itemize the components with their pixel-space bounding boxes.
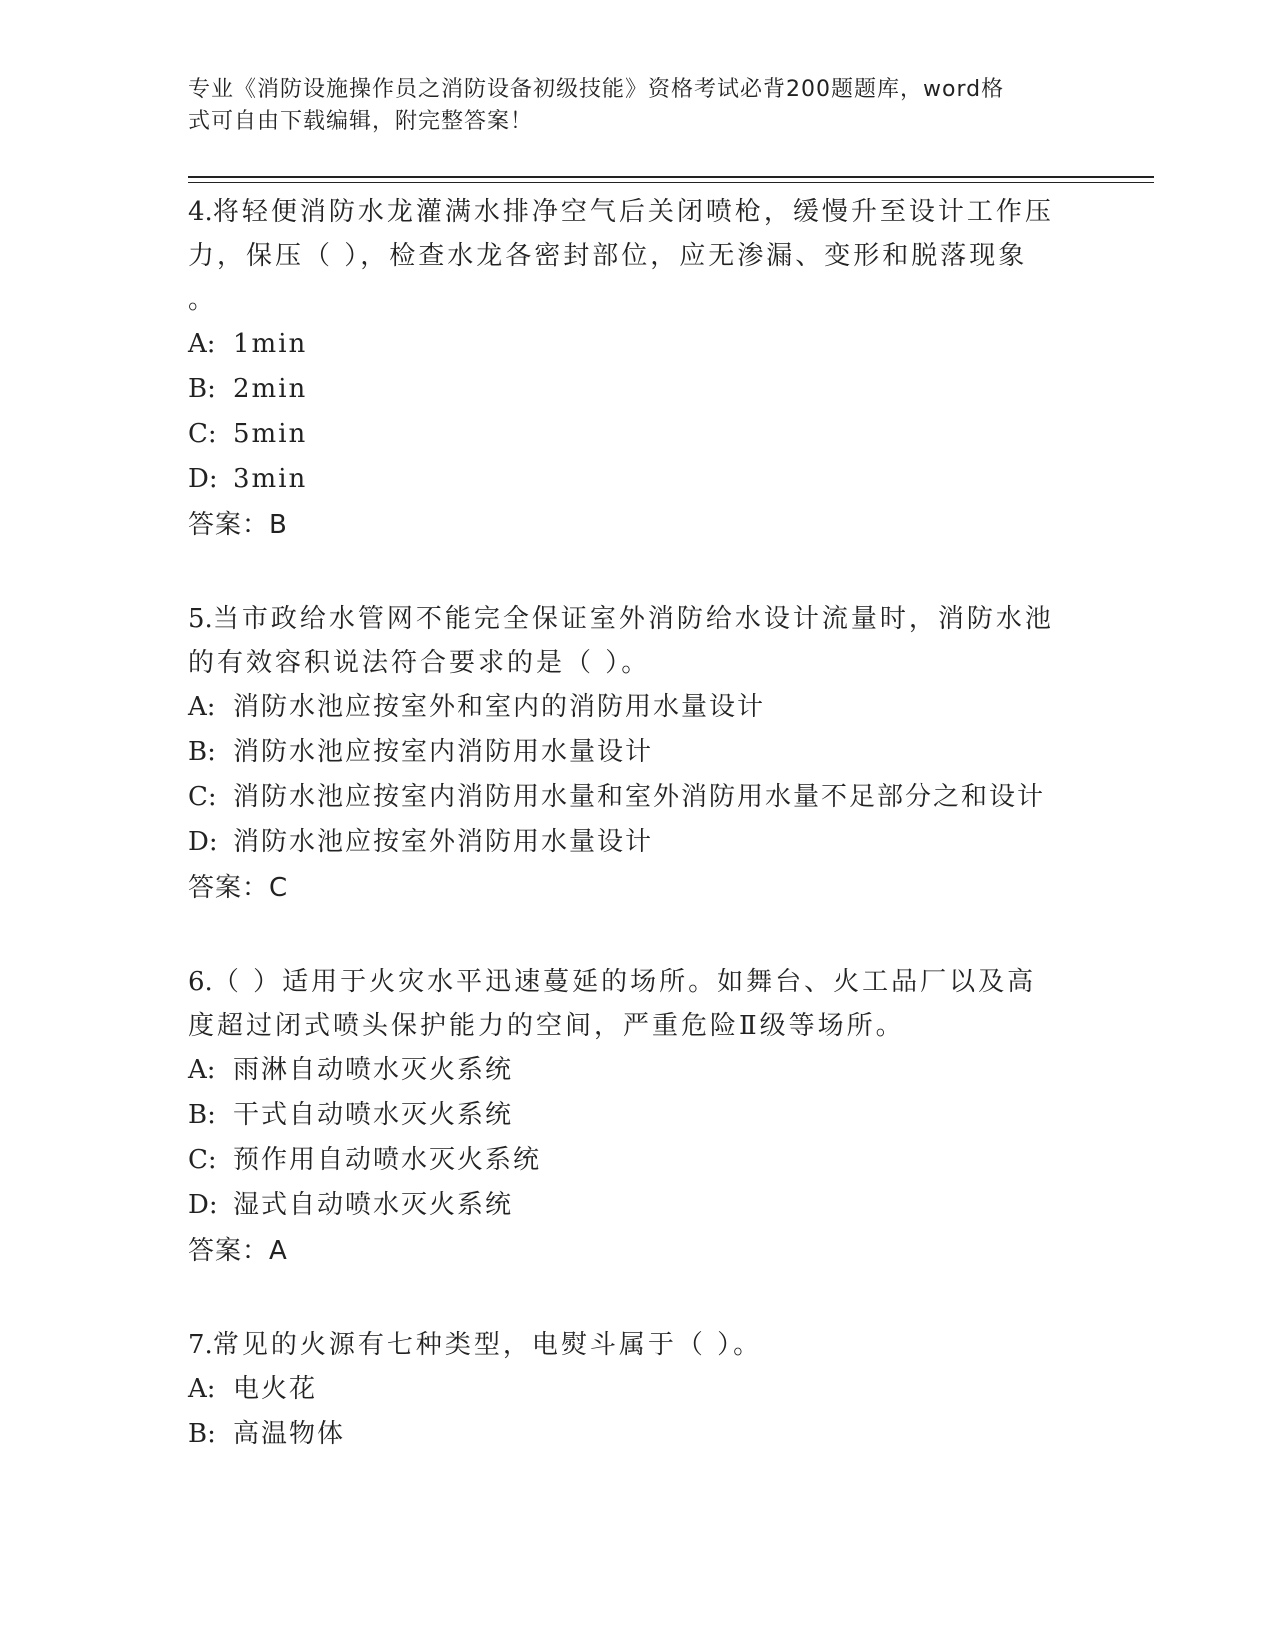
option-key: B:	[188, 737, 216, 767]
option-text: 1min	[233, 329, 308, 359]
option-text: 高温物体	[233, 1419, 346, 1449]
option-key: B:	[188, 1100, 216, 1130]
option-a	[188, 1048, 1088, 1093]
option-text: 雨淋自动喷水灭火系统	[233, 1055, 514, 1085]
option-key: D:	[188, 1190, 218, 1220]
question-stem-line: 的有效容积说法符合要求的是（ ）。	[188, 648, 651, 678]
question-text: 当市政给水管网不能完全保证室外消防给水设计流量时，消防水池	[212, 604, 1054, 634]
option-key: B:	[188, 1419, 216, 1449]
header-divider-thick	[188, 176, 1154, 178]
header-line-1: 专业《消防设施操作员之消防设备初级技能》资格考试必背200题题库，word格	[188, 77, 1005, 102]
question-7	[188, 1323, 1088, 1457]
option-key: A:	[188, 329, 216, 359]
option-c	[188, 775, 1088, 820]
question-stem-line	[188, 597, 1088, 641]
question-4	[188, 190, 1088, 548]
option-text: 3min	[233, 464, 308, 494]
option-b	[188, 1093, 1088, 1138]
option-text: 2min	[233, 374, 308, 404]
question-number: 4.	[188, 197, 213, 227]
question-stem-line: 力，保压（ ），检查水龙各密封部位，应无渗漏、变形和脱落现象	[188, 241, 1028, 271]
question-list	[188, 190, 1088, 1506]
option-text: 消防水池应按室外和室内的消防用水量设计	[233, 692, 766, 722]
answer-line: 答案：C	[188, 873, 289, 903]
option-c	[188, 412, 1088, 457]
option-text: 干式自动喷水灭火系统	[233, 1100, 514, 1130]
answer-line: 答案：A	[188, 1236, 288, 1266]
option-a	[188, 685, 1088, 730]
option-key: C:	[188, 782, 217, 812]
question-text: （ ）适用于火灾水平迅速蔓延的场所。如舞台、火工品厂以及高	[212, 967, 1037, 997]
option-text: 5min	[233, 419, 308, 449]
question-5	[188, 597, 1088, 911]
question-text: 常见的火源有七种类型，电熨斗属于（ ）。	[212, 1330, 763, 1360]
question-stem-line: 度超过闭式喷头保护能力的空间，严重危险Ⅱ级等场所。	[188, 1011, 905, 1041]
question-stem-line	[188, 190, 1088, 234]
option-text: 消防水池应按室内消防用水量和室外消防用水量不足部分之和设计	[233, 782, 1046, 812]
question-number: 6.	[188, 967, 213, 997]
question-text: 将轻便消防水龙灌满水排净空气后关闭喷枪，缓慢升至设计工作压	[212, 197, 1054, 227]
document-header	[188, 74, 1068, 138]
question-number: 7.	[188, 1330, 213, 1360]
header-divider-thin	[188, 182, 1154, 183]
option-key: B:	[188, 374, 216, 404]
option-text: 消防水池应按室内消防用水量设计	[233, 737, 654, 767]
question-stem-line	[188, 1323, 1088, 1367]
option-key: A:	[188, 692, 216, 722]
option-c	[188, 1138, 1088, 1183]
option-key: A:	[188, 1374, 216, 1404]
option-d	[188, 1183, 1088, 1228]
option-b	[188, 1412, 1088, 1457]
option-d	[188, 820, 1088, 865]
option-key: C:	[188, 419, 217, 449]
option-key: C:	[188, 1145, 217, 1175]
option-a	[188, 1367, 1088, 1412]
question-stem-line: 。	[188, 285, 218, 315]
option-a	[188, 322, 1088, 367]
option-b	[188, 730, 1088, 775]
option-key: D:	[188, 464, 218, 494]
option-text: 消防水池应按室外消防用水量设计	[233, 827, 654, 857]
question-stem-line	[188, 960, 1088, 1004]
option-d	[188, 457, 1088, 502]
option-text: 湿式自动喷水灭火系统	[233, 1190, 514, 1220]
option-key: A:	[188, 1055, 216, 1085]
option-b	[188, 367, 1088, 412]
question-6	[188, 960, 1088, 1274]
option-text: 电火花	[233, 1374, 318, 1404]
option-key: D:	[188, 827, 218, 857]
header-line-2: 式可自由下载编辑，附完整答案！	[188, 109, 534, 134]
question-number: 5.	[188, 604, 213, 634]
answer-line: 答案：B	[188, 510, 288, 540]
option-text: 预作用自动喷水灭火系统	[233, 1145, 542, 1175]
